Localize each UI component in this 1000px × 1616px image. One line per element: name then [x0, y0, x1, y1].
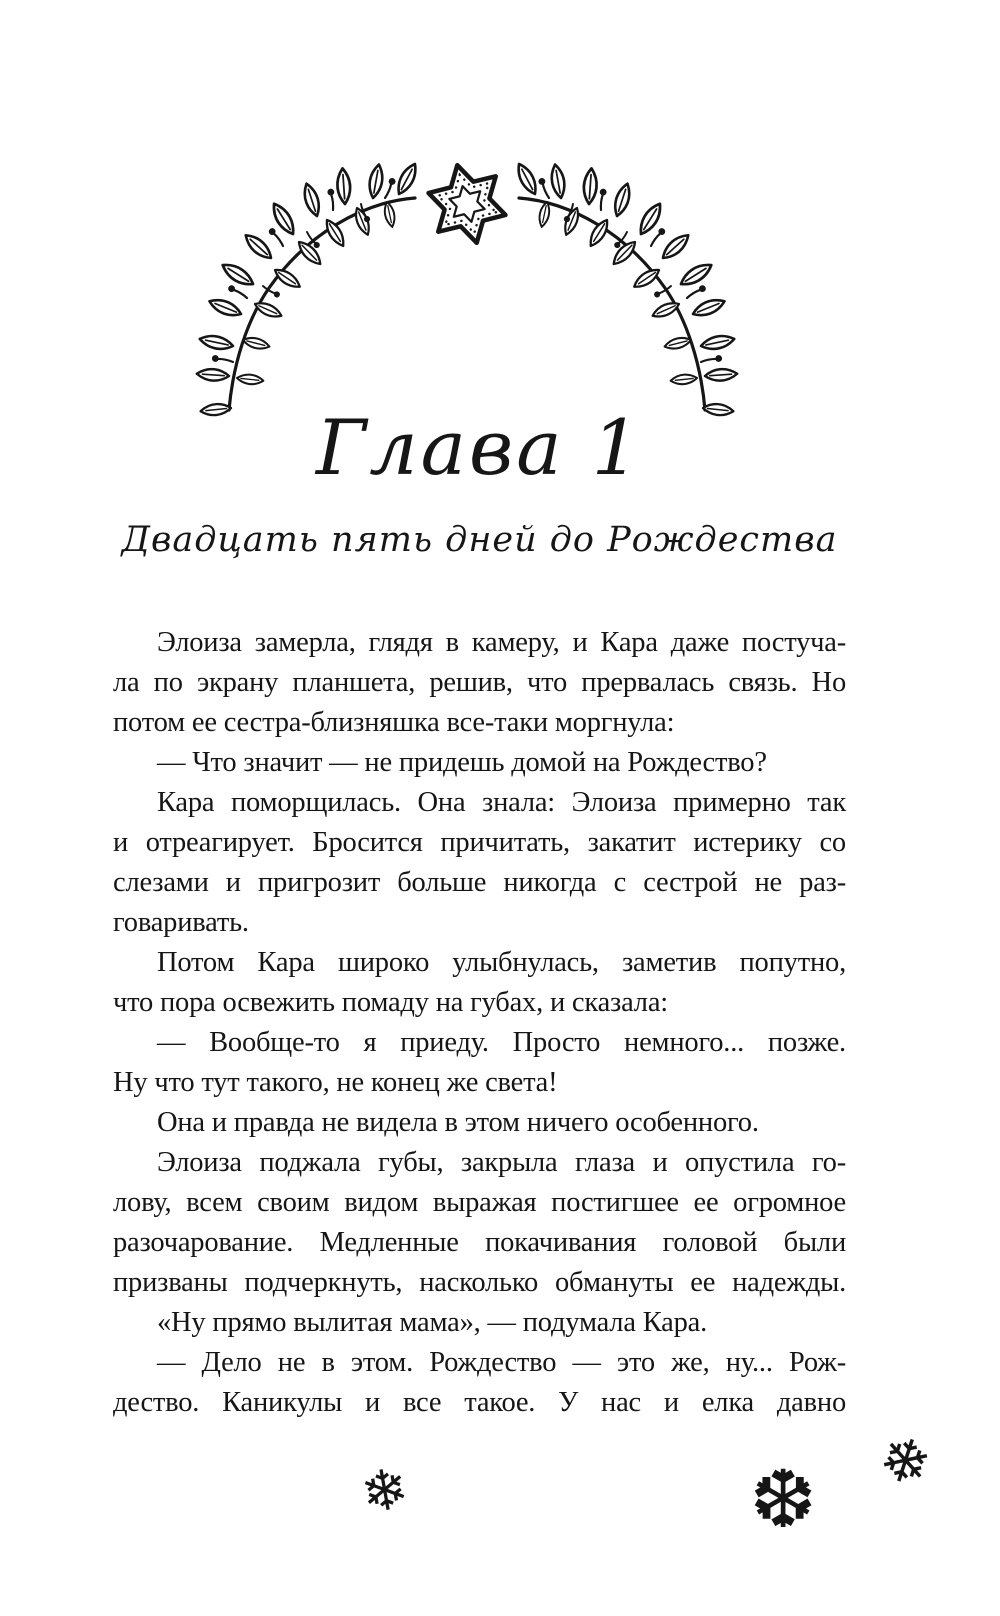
body-text-line: говаривать.: [113, 907, 249, 938]
body-text-line: призваны подчеркнуть, насколько обмануты ее надежды.: [113, 1267, 846, 1298]
body-text-line: потом ее сестра-близняшка все-таки моргнула:: [113, 707, 675, 738]
chapter-subtitle: Двадцать пять дней до Рождества: [121, 520, 838, 560]
body-text-line: Элоиза поджала губы, закрыла глаза и опустила го-: [157, 1147, 846, 1178]
star-icon: [424, 162, 510, 245]
body-text-line: Она и правда не видела в этом ничего особенного.: [157, 1107, 759, 1138]
chapter-title: Глава 1: [315, 403, 644, 492]
body-text-line: ла по экрану планшета, решив, что прервалась связь. Но: [113, 667, 846, 698]
snowflake-icon: ❆: [749, 1453, 817, 1546]
body-text-line: и отреагирует. Бросится причитать, закатит истерику со: [113, 827, 846, 858]
body-text-line: дество. Каникулы и все такое. У нас и елка давно: [113, 1387, 846, 1418]
snowflake-icon: ❄: [870, 1420, 940, 1504]
wreath-ornament: [147, 156, 787, 428]
body-text: [113, 623, 846, 1423]
snowflake-icon: ❄: [356, 1455, 414, 1528]
body-text-line: слезами и пригрозит больше никогда с сестрой не раз-: [113, 867, 846, 898]
laurel-branch-right-icon: [514, 161, 738, 416]
body-text-line: Кара поморщилась. Она знала: Элоиза примерно так: [157, 787, 846, 818]
body-text-line: Ну что тут такого, не конец же света!: [113, 1067, 558, 1098]
body-text-line: «Ну прямо вылитая мама», — подумала Кара.: [157, 1307, 707, 1338]
body-text-line: лову, всем своим видом выражая постигшее ее огромное: [113, 1187, 846, 1218]
body-text-line: что пора освежить помаду на губах, и сказала:: [113, 987, 668, 1018]
body-text-line: — Что значит — не придешь домой на Рождество?: [157, 747, 767, 778]
body-text-line: Потом Кара широко улыбнулась, заметив попутно,: [157, 947, 846, 978]
body-text-line: — Вообще-то я приеду. Просто немного... позже.: [157, 1027, 846, 1058]
body-text-line: разочарование. Медленные покачивания головой были: [113, 1227, 846, 1258]
laurel-branch-left-icon: [196, 161, 420, 416]
body-text-line: Элоиза замерла, глядя в камеру, и Кара даже постуча-: [157, 627, 846, 658]
body-text-line: — Дело не в этом. Рождество — это же, ну... Рож-: [157, 1347, 846, 1378]
